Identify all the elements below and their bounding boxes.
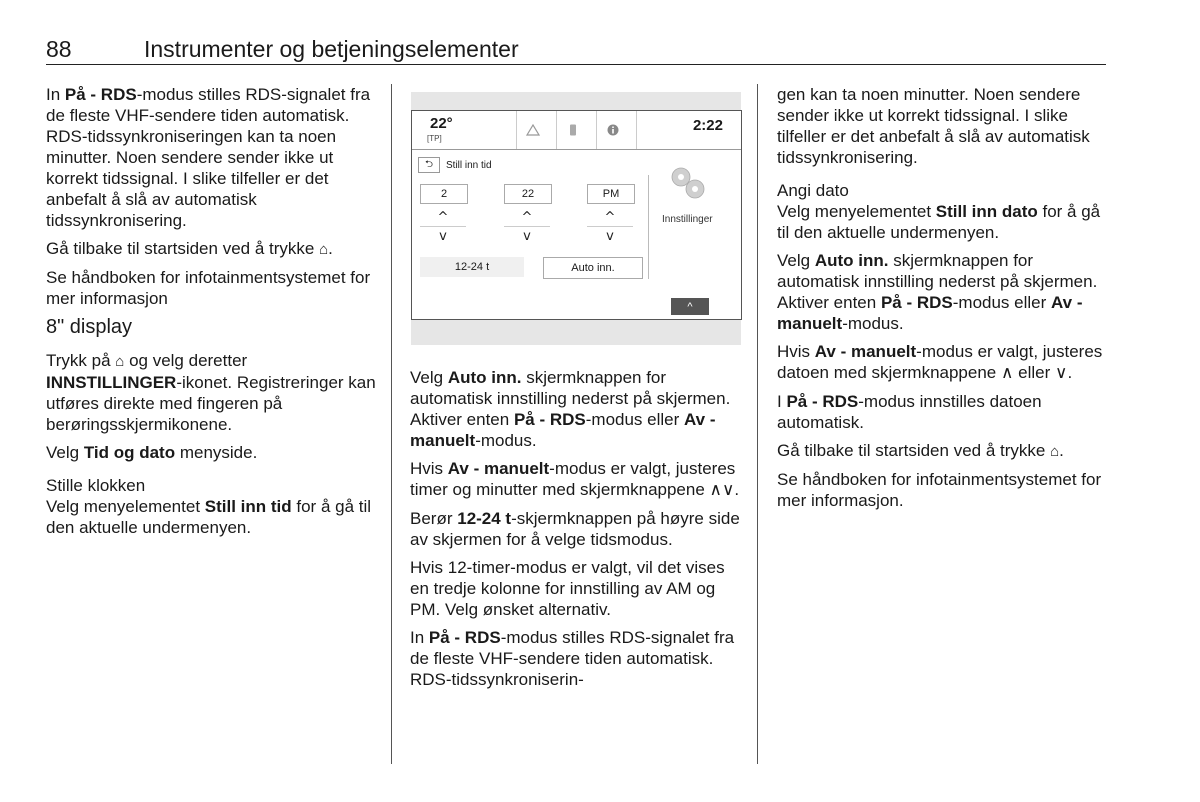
- paragraph: In På - RDS-modus stilles RDS-signalet fra de fleste VHF-sendere tiden automatisk. RDS-tidssynkroniseringen kan ta noen minutter. Noen sendere sender ikke ut korrekt tidssignal. I slike tilfeller er det anbefalt å slå av automatisk tidssynkronisering.: [46, 85, 371, 230]
- info-icon[interactable]: [596, 111, 629, 149]
- auto-set-button[interactable]: Auto inn.: [543, 257, 643, 279]
- home-icon: ⌂: [115, 353, 125, 370]
- chevron-up-icon: ∧: [1000, 363, 1014, 383]
- hour-value: 2: [420, 184, 468, 204]
- gears-icon[interactable]: [666, 163, 708, 203]
- paragraph: Se håndboken for infotainmentsystemet for mer informasjon.: [777, 470, 1102, 510]
- chevron-up-down-icon: ∧∨: [709, 480, 735, 500]
- divider: [648, 175, 649, 279]
- infotainment-screen: [411, 110, 742, 320]
- paragraph: Gå tilbake til startsiden ved å trykke ⌂.: [46, 239, 333, 258]
- page-header: [46, 34, 1106, 65]
- clock-display: 2:22: [692, 117, 723, 134]
- page-number: 88: [46, 36, 72, 62]
- chapter-title: Instrumenter og betjeningselementer: [144, 36, 519, 62]
- paragraph: I På - RDS-modus innstilles datoen automatisk.: [777, 392, 1042, 432]
- temperature: 22°: [430, 115, 453, 132]
- paragraph: Hvis 12-timer-modus er valgt, vil det vises en tredje kolonne for innstilling av AM og PM. Velg ønsket alternativ.: [410, 558, 725, 619]
- back-row: [418, 156, 492, 174]
- chevron-down-icon: ∨: [1055, 363, 1068, 383]
- status-divider: [636, 111, 637, 149]
- 12-24-button[interactable]: 12-24 t: [420, 257, 524, 277]
- paragraph: In På - RDS-modus stilles RDS-signalet fra de fleste VHF-sendere tiden automatisk. RDS-tidssynkroniserin-: [410, 628, 735, 689]
- screen-title: Still inn tid: [446, 159, 492, 171]
- tp-indicator: [TP]: [427, 134, 442, 143]
- phone-icon[interactable]: [556, 111, 589, 149]
- divider: [504, 226, 550, 227]
- subsection-heading: Angi dato: [777, 181, 849, 200]
- divider: [420, 226, 466, 227]
- nav-icon[interactable]: [516, 111, 549, 149]
- column-1: [46, 84, 376, 545]
- column-2: [410, 367, 745, 697]
- paragraph: Se håndboken for infotainmentsystemet for mer informasjon: [46, 268, 371, 308]
- chevron-up-icon[interactable]: ^: [604, 210, 616, 225]
- chevron-up-icon[interactable]: ^: [437, 210, 449, 225]
- paragraph: Gå tilbake til startsiden ved å trykke ⌂.: [777, 441, 1064, 460]
- paragraph: Velg Auto inn. skjermknappen for automatisk innstilling nederst på skjermen. Aktiver enten På - RDS-modus eller Av - manuelt-modus.: [410, 368, 731, 450]
- chevron-up-icon[interactable]: ^: [521, 210, 533, 225]
- chevron-down-icon[interactable]: v: [606, 229, 614, 244]
- paragraph: Berør 12-24 t-skjermknappen på høyre side av skjermen for å velge tidsmodus.: [410, 509, 740, 549]
- paragraph: Velg Auto inn. skjermknappen for automatisk innstilling nederst på skjermen. Aktiver enten På - RDS-modus eller Av - manuelt-modus.: [777, 251, 1098, 333]
- status-bar: [412, 111, 741, 150]
- paragraph: Hvis Av - manuelt-modus er valgt, justeres timer og minutter med skjermknappene ∧∨.: [410, 459, 740, 500]
- subsection-heading: Stille klokken: [46, 476, 146, 495]
- divider: [587, 226, 633, 227]
- paragraph: Velg menyelementet Still inn tid for å gå til den aktuelle undermenyen.: [46, 497, 372, 537]
- collapse-up-button[interactable]: ^: [671, 298, 709, 315]
- paragraph: Hvis Av - manuelt-modus er valgt, justeres datoen med skjermknappene ∧ eller ∨.: [777, 342, 1103, 383]
- column-divider: [757, 84, 758, 764]
- paragraph: Velg menyelementet Still inn dato for å gå til den aktuelle undermenyen.: [777, 202, 1101, 242]
- paragraph: gen kan ta noen minutter. Noen sendere sender ikke ut korrekt tidssignal. I slike tilfeller er det anbefalt å slå av automatisk tidssynkronisering.: [777, 85, 1090, 167]
- section-heading: 8" display: [46, 316, 133, 338]
- settings-label[interactable]: Innstillinger: [662, 214, 713, 225]
- minute-value: 22: [504, 184, 552, 204]
- home-icon: ⌂: [319, 241, 329, 258]
- column-divider: [391, 84, 392, 764]
- home-icon: ⌂: [1050, 443, 1060, 460]
- chevron-down-icon[interactable]: v: [439, 229, 447, 244]
- column-3: [777, 84, 1107, 518]
- ampm-value: PM: [587, 184, 635, 204]
- paragraph: Trykk på ⌂ og velg deretter INNSTILLINGER-ikonet. Registreringer kan utføres direkte med fingeren på berøringsskjermikonene.: [46, 351, 376, 434]
- paragraph: Velg Tid og dato menyside.: [46, 443, 258, 462]
- back-arrow-icon[interactable]: ⮌: [418, 157, 440, 173]
- chevron-down-icon[interactable]: v: [523, 229, 531, 244]
